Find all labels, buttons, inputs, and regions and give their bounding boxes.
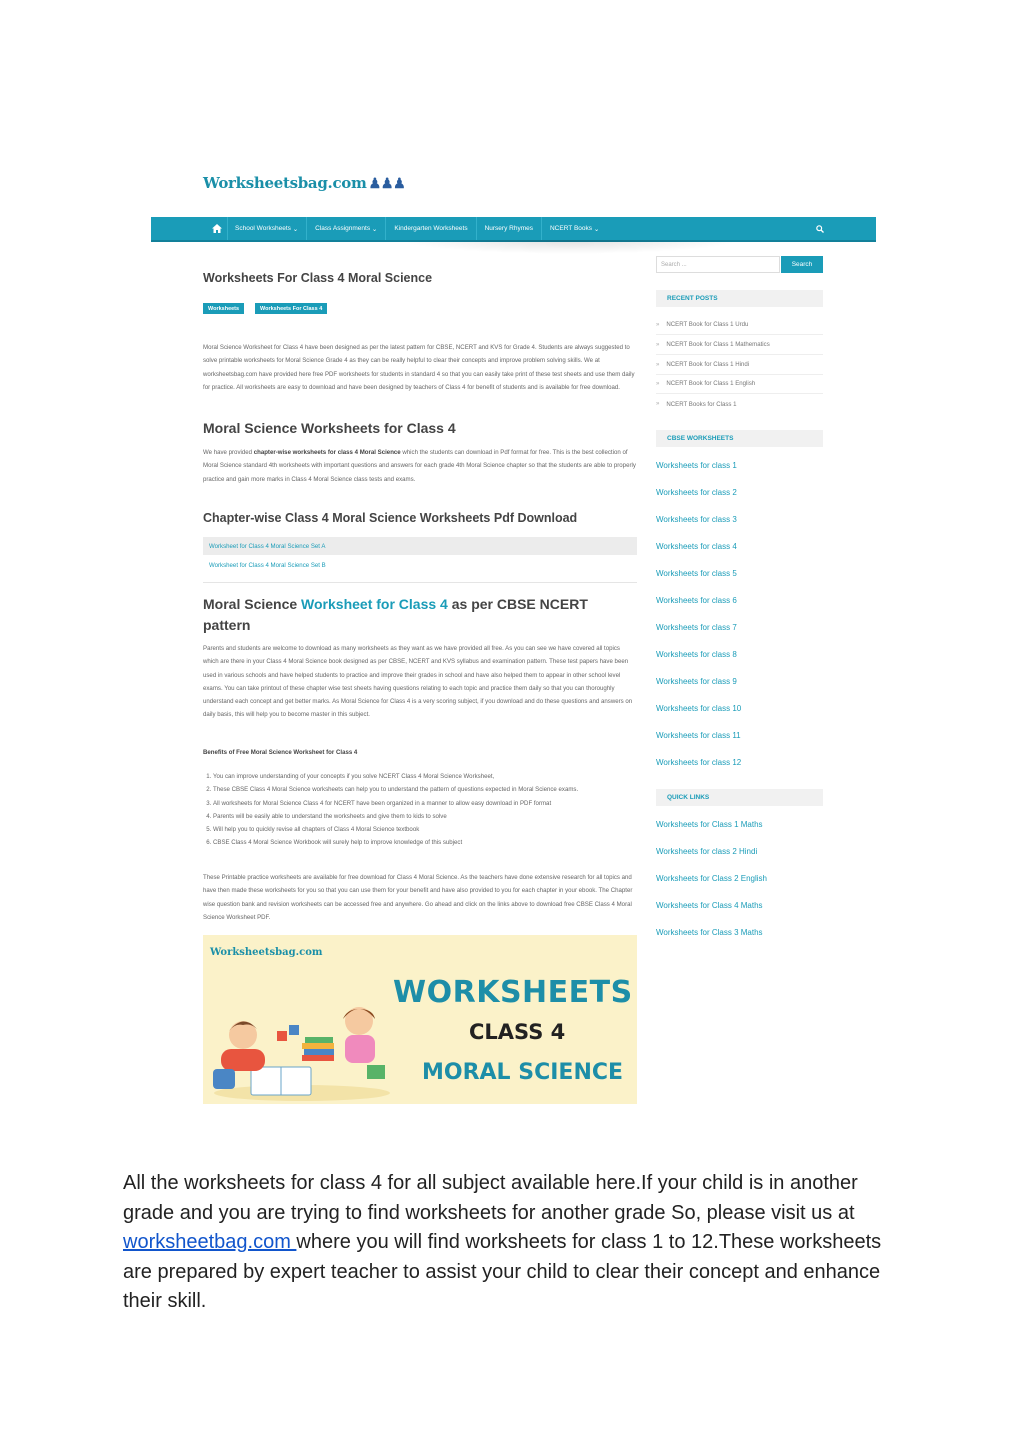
download-link-set-a[interactable]: Worksheet for Class 4 Moral Science Set A — [203, 537, 637, 555]
nav-item-kindergarten-worksheets[interactable]: Kindergarten Worksheets — [386, 217, 476, 240]
article-title: Worksheets For Class 4 Moral Science — [203, 271, 433, 285]
chevron-right-icon: » — [656, 401, 660, 407]
home-icon[interactable] — [206, 217, 228, 240]
chevron-right-icon: » — [656, 361, 660, 368]
recent-posts-heading: RECENT POSTS — [656, 290, 823, 307]
sidebar-link-class-5[interactable]: Worksheets for class 5 — [656, 569, 737, 578]
footer-paragraph: All the worksheets for class 4 for all subject available here.If your child is in another grade and you are trying to find worksheets for another grade So, please visit us at worksheetbag.com where you will find worksheets for class 1 to 12.These worksheets are prepared by expert teacher to assist your child to clear their concept and enhance their skill. — [123, 1172, 882, 1312]
quick-link-class-4-maths[interactable]: Worksheets for Class 4 Maths — [656, 901, 763, 910]
chevron-down-icon: ⌄ — [371, 225, 378, 233]
benefits-title: Benefits of Free Moral Science Worksheet for Class 4 — [203, 749, 358, 756]
list-item: 6. CBSE Class 4 Moral Science Workbook will surely help to improve knowledge of this subject — [213, 836, 637, 849]
main-nav — [151, 217, 876, 242]
nav-shadow — [400, 240, 740, 254]
logo-text: Worksheetsbag.com — [203, 174, 367, 192]
banner-subject: MORAL SCIENCE — [422, 1060, 624, 1085]
divider — [203, 582, 637, 583]
search-input[interactable]: Search ... — [656, 256, 780, 273]
list-item: 3. All worksheets for Moral Science Class 4 for NCERT have been organized in a manner to allow easy download in PDF format — [213, 797, 637, 810]
parents-paragraph: Parents and students are welcome to download as many worksheets as they want as we have provided all free. As you can see we have covered all topics which are there in your Class 4 Moral Science book designed as per CBSE, NCERT and KVS syllabus and examination pattern. These test papers have been used in various schools and have helped students to practice and improve their grades in school and have also helped them to appear in other school level exams. You can take printout of these chapter wise test sheets having questions relating to each topic and practice them daily so that you can thoroughly understand each concept and get better marks. As Moral Science for Class 4 is a very scoring subject, if you download and do these questions and answers on daily basis, this will help you to become master in this subject. — [203, 645, 633, 719]
section-heading: Moral Science Worksheets for Class 4 — [203, 420, 456, 436]
recent-post-item[interactable]: » NCERT Book for Class 1 Hindi — [656, 355, 823, 375]
search-button[interactable]: Search — [781, 256, 823, 273]
sidebar-link-class-9[interactable]: Worksheets for class 9 — [656, 677, 737, 686]
intro-paragraph: Moral Science Worksheet for Class 4 have been designed as per the latest pattern for CBSE, NCERT and KVS for Grade 4. Students are always suggested to solve printable worksheets for Moral Science Grade 4 as they can be really helpful to clear their concepts and improve problem solving skills. We at worksheetsbag.com have provided here free PDF worksheets for students in standard 4 so that you can easily take print of these test sheets and use them daily for practice. All worksheets are easy to download and have been designed by teachers of Class 4 for benefit of students and is available for free download. — [203, 344, 635, 391]
banner-title: WORKSHEETS — [393, 975, 633, 1010]
nav-items — [227, 217, 607, 240]
sidebar-link-class-2[interactable]: Worksheets for class 2 — [656, 488, 737, 497]
list-item: 1. You can improve understanding of your concepts if you solve NCERT Class 4 Moral Science Worksheet, — [213, 770, 637, 783]
list-item: 4. Parents will be easily able to understand the worksheets and give them to kids to solve — [213, 810, 637, 823]
sidebar-link-class-7[interactable]: Worksheets for class 7 — [656, 623, 737, 632]
sidebar-link-class-3[interactable]: Worksheets for class 3 — [656, 515, 737, 524]
chevron-down-icon: ⌄ — [593, 225, 600, 233]
chevron-right-icon: » — [656, 380, 660, 387]
sidebar-link-class-12[interactable]: Worksheets for class 12 — [656, 758, 742, 767]
recent-post-item[interactable]: » NCERT Books for Class 1 — [656, 400, 737, 408]
sidebar-link-class-10[interactable]: Worksheets for class 10 — [656, 704, 742, 713]
quick-link-class-3-maths[interactable]: Worksheets for Class 3 Maths — [656, 928, 763, 937]
quick-link-class-2-hindi[interactable]: Worksheets for class 2 Hindi — [656, 847, 758, 856]
recent-post-item[interactable]: » NCERT Book for Class 1 Mathematics — [656, 335, 823, 355]
site-logo[interactable] — [203, 174, 405, 192]
sidebar-link-class-4[interactable]: Worksheets for class 4 — [656, 542, 737, 551]
list-item: 5. Will help you to quickly revise all chapters of Class 4 Moral Science textbook — [213, 823, 637, 836]
quick-link-class-1-maths[interactable]: Worksheets for Class 1 Maths — [656, 820, 763, 829]
logo-people-icon: ♟♟♟ — [368, 176, 406, 192]
sidebar-link-class-6[interactable]: Worksheets for class 6 — [656, 596, 737, 605]
sidebar-link-class-8[interactable]: Worksheets for class 8 — [656, 650, 737, 659]
list-item: 2. These CBSE Class 4 Moral Science worksheets can help you to understand the pattern of questions expected in Moral Science exams. — [213, 783, 637, 796]
class-4-banner — [203, 935, 637, 1104]
worksheetbag-link[interactable]: worksheetbag.com — [123, 1231, 297, 1253]
banner-class: CLASS 4 — [469, 1020, 566, 1044]
sidebar-link-class-1[interactable]: Worksheets for class 1 — [656, 461, 737, 470]
kids-reading-illustration — [207, 995, 397, 1103]
chevron-down-icon: ⌄ — [292, 225, 299, 233]
printable-paragraph: These Printable practice worksheets are available for free download for Class 4 Moral Science. As the teachers have done extensive research for all topics and have then made these worksheets for you so that you can use them for your benefit and have also provided to you for each chapter in your ebook. The Chapter wise question bank and revision worksheets can be accessed free and anywhere. Go ahead and click on the links above to download free CBSE Class 4 Moral Science Worksheet PDF. — [203, 874, 633, 921]
chevron-right-icon: » — [656, 341, 660, 348]
chapterwise-paragraph: We have provided chapter-wise worksheets for class 4 Moral Science which the students can download in Pdf format for free. This is the best collection of Moral Science standard 4th worksheets with important questions and answers for each grade 4th Moral Science chapter so that the students are able to properly practice and gain more marks in Class 4 Moral Science class tests and exams. — [203, 449, 636, 483]
banner-logo: Worksheetsbag.com — [210, 947, 323, 958]
nav-item-nursery-rhymes[interactable]: Nursery Rhymes — [477, 217, 542, 240]
nav-item-school-worksheets[interactable]: School Worksheets ⌄ — [227, 217, 307, 240]
download-heading: Chapter-wise Class 4 Moral Science Worksheets Pdf Download — [203, 511, 578, 525]
cbse-worksheets-heading: CBSE WORKSHEETS — [656, 430, 823, 447]
tag-worksheets-class-4[interactable]: Worksheets For Class 4 — [255, 303, 327, 314]
quick-link-class-2-english[interactable]: Worksheets for Class 2 English — [656, 874, 768, 883]
nav-item-ncert-books[interactable]: NCERT Books ⌄ — [549, 225, 600, 233]
cbse-heading: Moral Science Worksheet for Class 4 as per CBSE NCERT pattern — [203, 596, 588, 633]
chevron-right-icon: » — [656, 321, 660, 328]
recent-post-item[interactable]: » NCERT Book for Class 1 Urdu — [656, 315, 823, 335]
nav-item-class-assignments[interactable]: Class Assignments ⌄ — [307, 217, 386, 240]
heading-link[interactable]: Worksheet for Class 4 — [301, 596, 448, 612]
download-link-set-b[interactable]: Worksheet for Class 4 Moral Science Set B — [209, 561, 326, 569]
recent-post-item[interactable]: » NCERT Book for Class 1 English — [656, 374, 823, 394]
tag-worksheets[interactable]: Worksheets — [203, 303, 244, 314]
benefits-list — [203, 770, 637, 850]
sidebar-link-class-11[interactable]: Worksheets for class 11 — [656, 731, 741, 740]
search-icon[interactable] — [816, 217, 824, 240]
quick-links-heading: QUICK LINKS — [656, 789, 823, 806]
